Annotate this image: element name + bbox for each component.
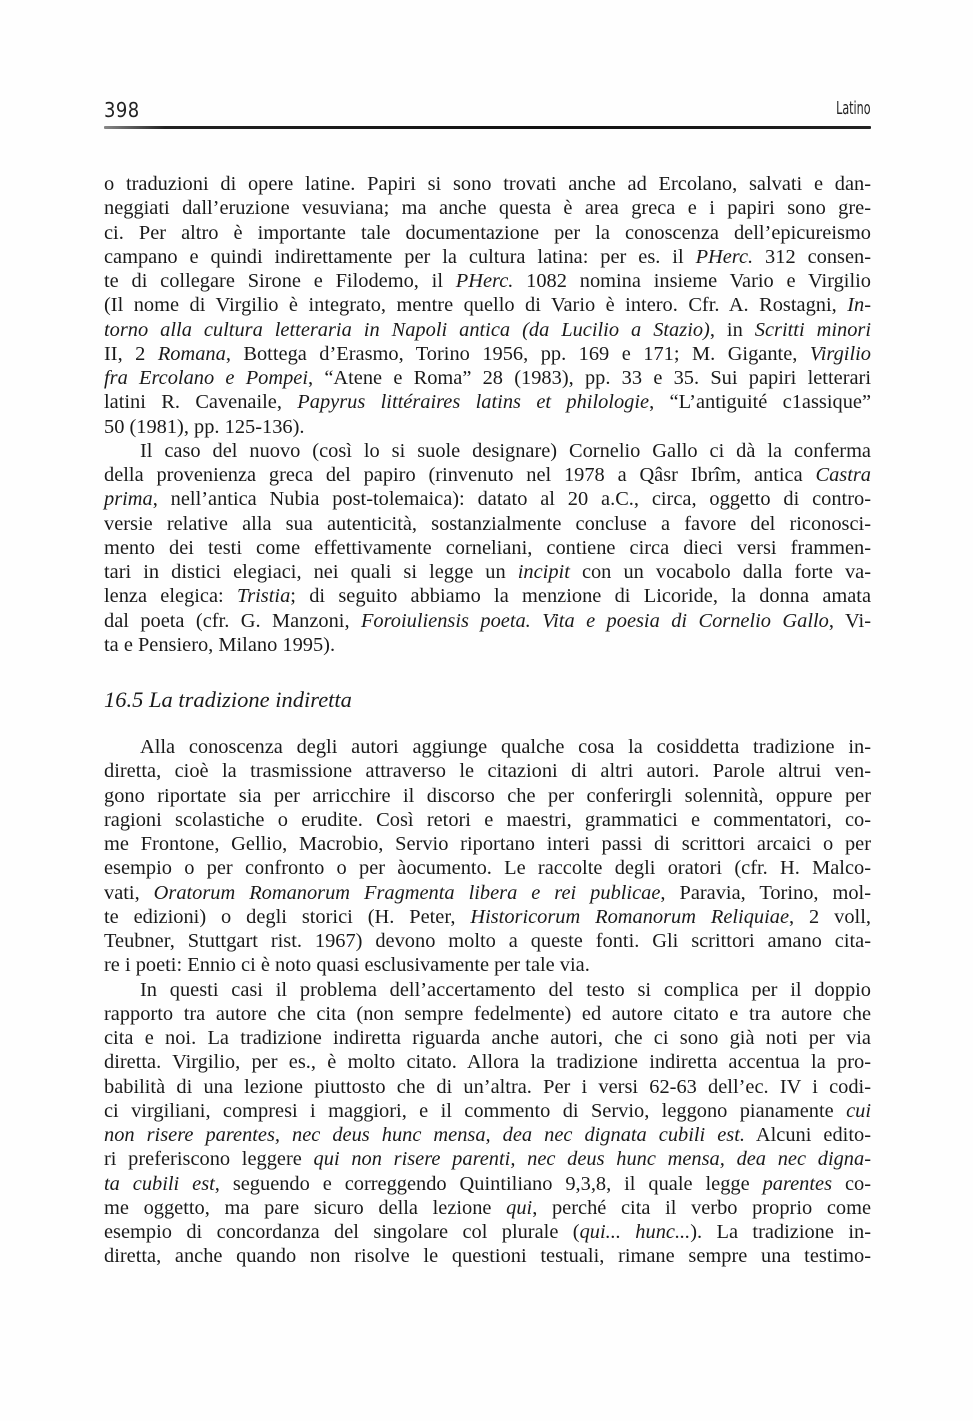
text-line	[104, 172, 871, 196]
text-run: me oggetto, ma pare sicuro della lezione	[104, 1196, 507, 1219]
paragraph	[104, 735, 871, 978]
text-run: diretta, anche quando non risolve le questioni testuali, rimane sempre una testimo-	[104, 1245, 871, 1268]
italic-text: parentes	[762, 1172, 833, 1195]
text-line	[104, 439, 871, 463]
text-line	[104, 342, 871, 366]
spacer	[104, 657, 871, 685]
text-run: , “L’antiguité c1assique”	[649, 391, 871, 414]
page-number: 398	[104, 98, 140, 122]
text-line	[104, 1026, 871, 1050]
italic-text: PHerc.	[695, 245, 754, 268]
text-line	[104, 1002, 871, 1026]
text-run: campano e quindi indirettamente per la cultura latina: per es. il	[104, 245, 696, 268]
text-line	[104, 832, 871, 856]
text-line	[104, 512, 871, 536]
body-text	[104, 172, 871, 1269]
text-run: Teubner, Stuttgart rist. 1967) devono molto a queste fonti. Gli scrittori amano cita-	[104, 930, 871, 952]
text-run: te di collegare Sirone e Filodemo, il	[104, 270, 456, 292]
text-line	[104, 415, 871, 439]
text-line	[104, 759, 871, 783]
running-head-title: Latino	[836, 98, 871, 119]
italic-text: qui... hunc...	[579, 1221, 691, 1243]
italic-text: qui	[506, 1196, 533, 1219]
italic-text: torno alla cultura letteraria in Napoli antica (da Lucilio a Stazio)	[104, 318, 710, 341]
text-run: ; di seguito abbiamo la menzione di Licoride, la donna amata	[290, 585, 871, 608]
italic-text: ta cubili est	[104, 1172, 215, 1195]
text-run: 312 consen-	[753, 245, 871, 268]
italic-text: Castra	[815, 464, 871, 486]
text-run: (Il nome di Virgilio è integrato, mentre quello di Vario è intero. Cfr. A. Rostagni,	[104, 294, 848, 317]
text-run: ragioni scolastiche o erudite. Così retori e maestri, grammatici e commentatori, co-	[104, 808, 871, 831]
text-line	[104, 221, 871, 245]
paragraph	[104, 172, 871, 439]
text-line	[104, 584, 871, 608]
text-line	[104, 560, 871, 584]
text-run: ci virgiliani, compresi i maggiori, e il commento di Servio, leggono pianamente	[104, 1099, 847, 1122]
text-run: diretta. Virgilio, per es., è molto citato. Allora la tradizione indiretta accentua la pro-	[104, 1051, 871, 1074]
paragraph	[104, 978, 871, 1269]
text-run: esempio di concordanza del singolare col plurale (	[104, 1221, 580, 1243]
italic-text: non risere parentes, nec deus hunc mensa, dea nec dignata cubili est.	[104, 1124, 745, 1146]
text-run: esempio o per confronto o per àocumento. Le raccolte degli oratori (cfr. H. Malco-	[104, 857, 871, 880]
text-run: gono riportate sia per arricchire il discorso che per conferirgli solennità, oppure per	[104, 784, 871, 807]
running-head	[104, 98, 871, 124]
text-run: dal poeta (cfr. G. Manzoni,	[104, 609, 361, 632]
italic-text: Virgilio	[809, 342, 871, 365]
text-run: ta e Pensiero, Milano 1995).	[104, 633, 336, 656]
text-run: , Paravia, Torino, mol-	[660, 881, 871, 904]
text-line	[104, 366, 871, 390]
text-run: latini R. Cavenaile,	[104, 391, 298, 414]
text-line	[104, 1220, 871, 1244]
paragraph	[104, 439, 871, 657]
text-line	[104, 196, 871, 220]
text-line	[104, 1075, 871, 1099]
text-run: ri preferiscono leggere	[104, 1148, 314, 1171]
text-run: Alcuni edito-	[745, 1124, 871, 1146]
text-line	[104, 463, 871, 487]
italic-text: Tristia	[236, 585, 291, 608]
text-line	[104, 953, 871, 977]
italic-text: Foroiuliensis poeta. Vita e poesia di Cornelio Gallo	[360, 609, 829, 632]
text-line	[104, 1050, 871, 1074]
text-run: o traduzioni di opere latine. Papiri si sono trovati anche ad Ercolano, salvati e dan-	[104, 173, 871, 195]
text-run: , Bottega d’Erasmo, Torino 1956, pp. 169 e 171; M. Gigante,	[225, 342, 810, 365]
text-run: , perché cita il verbo proprio come	[532, 1196, 872, 1219]
text-line	[104, 1196, 871, 1220]
text-run: , “Atene e Roma” 28 (1983), pp. 33 e 35. Sui papiri letterari	[308, 367, 871, 389]
text-run: re i poeti: Ennio ci è noto quasi esclusivamente per tale via.	[104, 954, 590, 977]
spacer	[104, 715, 871, 735]
text-line	[104, 633, 871, 657]
text-run: diretta, cioè la trasmissione attraverso le citazioni di altri autori. Parole altrui ven-	[104, 760, 871, 783]
text-run: Alla conoscenza degli autori aggiunge qualche cosa la cosiddetta tradizione in-	[140, 736, 871, 758]
text-run: 50 (1981), pp. 125-136).	[104, 415, 305, 438]
text-line	[104, 784, 871, 808]
text-line	[104, 269, 871, 293]
text-run: , seguendo e correggendo Quintiliano 9,3,8, il quale legge	[214, 1172, 763, 1195]
text-line	[104, 1244, 871, 1268]
italic-text: qui non risere parenti, nec deus hunc mensa, dea nec digna-	[313, 1148, 871, 1171]
italic-text: Papyrus littéraires latins et philologie	[297, 391, 650, 414]
text-run: te edizioni) o degli storici (H. Peter,	[104, 905, 471, 928]
text-line	[104, 609, 871, 633]
text-line	[104, 1172, 871, 1196]
text-run: vati,	[104, 881, 154, 904]
text-run: me Frontone, Gellio, Macrobio, Servio riportano interi passi di scrittori arcaici o per	[104, 833, 871, 855]
text-run: II, 2	[104, 342, 158, 365]
text-run: rapporto tra autore che cita (non sempre fedelmente) ed autore citato e tra autore che	[104, 1002, 871, 1025]
text-run: con un vocabolo dalla forte va-	[569, 561, 871, 583]
italic-text: fra Ercolano e Pompei	[104, 367, 308, 389]
text-line	[104, 808, 871, 832]
text-run: co-	[832, 1172, 871, 1195]
text-run: Il caso del nuovo (così lo si suole designare) Cornelio Gallo ci dà la conferma	[140, 439, 871, 462]
italic-text: In-	[847, 294, 871, 317]
text-line	[104, 905, 871, 929]
italic-text: Scritti minori	[754, 318, 871, 341]
text-run: della provenienza greca del papiro (rinvenuto nel 1978 a Qâsr Ibrîm, antica	[104, 464, 816, 486]
text-run: neggiati dall’eruzione vesuviana; ma anche questa è area greca e i papiri sono gre-	[104, 197, 871, 220]
text-line	[104, 881, 871, 905]
text-run: 1082 nomina insieme Vario e Virgilio	[513, 270, 871, 292]
italic-text: cui	[846, 1099, 871, 1122]
text-run: , 2 voll,	[789, 905, 871, 928]
text-run: tari in distici elegiaci, nei quali si legge un	[104, 561, 518, 583]
text-line	[104, 245, 871, 269]
text-run: , Vi-	[828, 609, 871, 632]
text-run: , in	[709, 318, 755, 341]
italic-text: incipit	[517, 561, 570, 583]
text-run: ). La tradizione in-	[690, 1221, 871, 1243]
text-line	[104, 390, 871, 414]
text-run: babilità di una lezione piuttosto che di un’altra. Per i versi 62-63 dell’ec. IV i codi-	[104, 1075, 871, 1098]
text-run: In questi casi il problema dell’accertamento del testo si complica per il doppio	[140, 978, 871, 1001]
text-line	[104, 1123, 871, 1147]
text-run: versie relative alla sua autenticità, sostanzialmente concluse a favore del riconosci-	[104, 512, 871, 535]
text-line	[104, 856, 871, 880]
italic-text: PHerc.	[455, 270, 514, 292]
text-run: , nell’antica Nubia post-tolemaica): datato al 20 a.C., circa, oggetto di contro-	[152, 488, 871, 511]
text-run: lenza elegica:	[104, 585, 237, 608]
text-line	[104, 318, 871, 342]
text-line	[104, 929, 871, 953]
text-line	[104, 487, 871, 511]
text-run: ci. Per altro è importante tale documentazione per la conoscenza dell’epicureismo	[104, 221, 871, 244]
text-line	[104, 293, 871, 317]
text-run: mento dei testi come effettivamente corneliani, contiene circa dieci versi frammen-	[104, 536, 871, 559]
italic-text: prima	[104, 488, 153, 511]
text-line	[104, 978, 871, 1002]
section-heading: 16.5 La tradizione indiretta	[104, 687, 352, 712]
header-rule	[104, 126, 871, 129]
text-line	[104, 735, 871, 759]
italic-text: Romana	[157, 342, 226, 365]
text-line	[104, 1147, 871, 1171]
text-line	[104, 1099, 871, 1123]
italic-text: Historicorum Romanorum Reliquiae	[470, 905, 790, 928]
italic-text: Oratorum Romanorum Fragmenta libera e rei publicae	[153, 881, 661, 904]
text-line	[104, 536, 871, 560]
text-run: cita e noi. La tradizione indiretta riguarda anche autori, che ci sono già noti per via	[104, 1027, 871, 1049]
